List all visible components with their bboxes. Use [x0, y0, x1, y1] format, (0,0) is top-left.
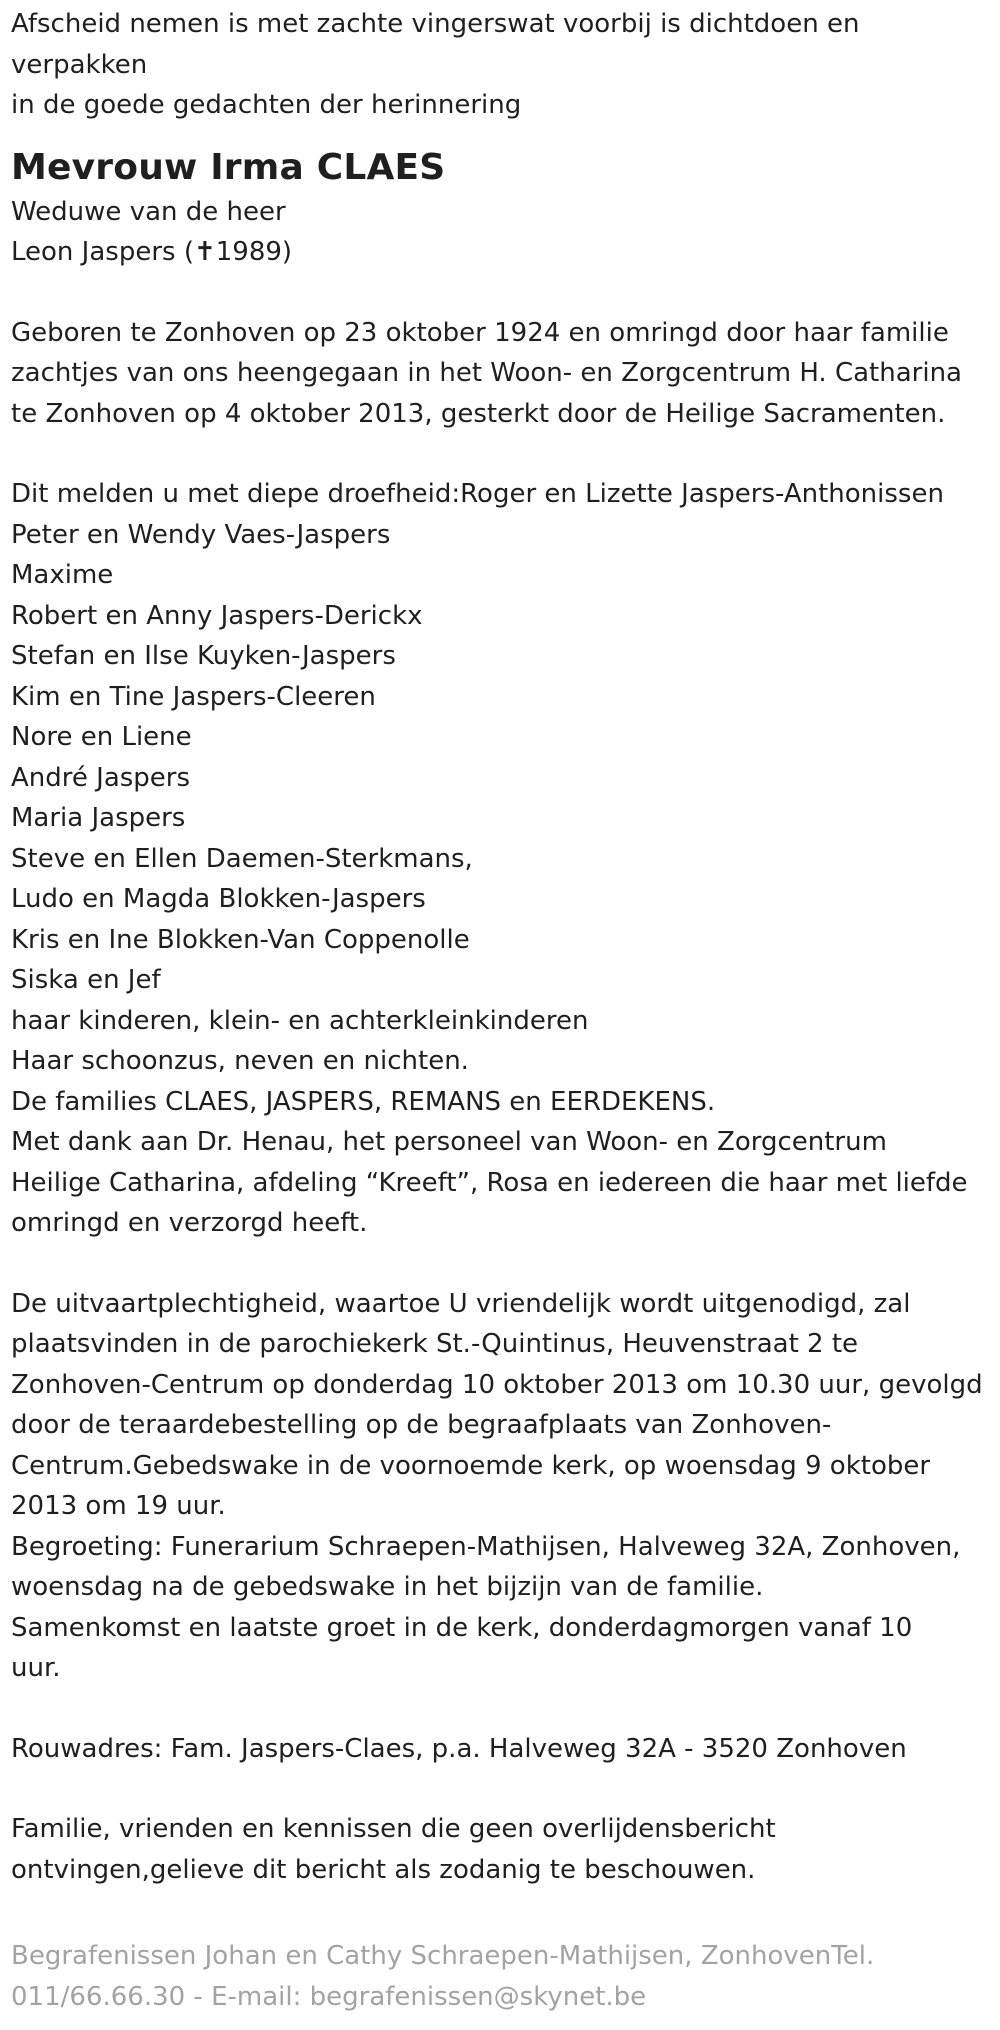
thanks-line: Met dank aan Dr. Henau, het personeel van Woon- en Zorgcentrum [11, 1127, 887, 1157]
funeral-line: Begroeting: Funerarium Schraepen-Mathijsen, Halveweg 32A, Zonhoven, [11, 1531, 961, 1562]
notice-line: Familie, vrienden en kennissen die geen overlijdensbericht [11, 1814, 776, 1844]
spacer [11, 273, 989, 313]
thanks-line: Heilige Catharina, afdeling “Kreeft”, Rosa en iedereen die haar met liefde [11, 1167, 968, 1198]
family-item: Maxime [11, 560, 114, 590]
funeral-line: uur. [11, 1653, 61, 1683]
family-item: Stefan en Ilse Kuyken-Jaspers [11, 641, 396, 671]
family-item: Siska en Jef [11, 965, 161, 995]
thanks-paragraph [11, 1122, 989, 1244]
funeral-line: plaatsvinden in de parochiekerk St.-Quintinus, Heuvenstraat 2 te [11, 1329, 859, 1359]
funeral-line: Samenkomst en laatste groet in de kerk, donderdagmorgen vanaf 10 [11, 1612, 913, 1643]
funeral-line: Centrum.Gebedswake in de voornoemde kerk, op woensdag 9 oktober [11, 1450, 931, 1481]
intro-line-cont: verpakken [11, 49, 148, 80]
family-item: Nore en Liene [11, 722, 192, 752]
spacer [11, 1890, 989, 1930]
funeral-line: Zonhoven-Centrum op donderdag 10 oktober 2013 om 10.30 uur, gevolgd [11, 1369, 983, 1400]
family-item: Robert en Anny Jaspers-Derickx [11, 600, 423, 631]
birth-death-paragraph [11, 313, 989, 435]
family-item: Maria Jaspers [11, 803, 186, 833]
thanks-line: omringd en verzorgd heeft. [11, 1208, 368, 1238]
spacer [11, 1769, 989, 1809]
spacer [11, 1244, 989, 1284]
footer-line: 011/66.66.30 - E-mail: begrafenissen@skynet.be [11, 1981, 647, 2012]
intro-line-2: in de goede gedachten der herinnering [11, 90, 522, 120]
notice-line: ontvingen,gelieve dit bericht als zodanig te beschouwen. [11, 1854, 756, 1885]
widow-line-1: Weduwe van de heer [11, 196, 286, 227]
birth-death-line: zachtjes van ons heengegaan in het Woon- en Zorgcentrum H. Catharina [11, 358, 962, 388]
family-item: Peter en Wendy Vaes-Jaspers [11, 519, 391, 550]
mourning-address: Rouwadres: Fam. Jaspers-Claes, p.a. Halveweg 32A - 3520 Zonhoven [11, 1733, 907, 1764]
family-item: Haar schoonzus, neven en nichten. [11, 1046, 469, 1076]
funeral-line: De uitvaartplechtigheid, waartoe U vriendelijk wordt uitgenodigd, zal [11, 1288, 911, 1319]
funeral-line: door de teraardebestelling op de begraafplaats van Zonhoven- [11, 1410, 832, 1440]
family-item: Kim en Tine Jaspers-Cleeren [11, 681, 376, 712]
birth-death-line: Geboren te Zonhoven op 23 oktober 1924 en omringd door haar familie [11, 317, 949, 348]
spacer [11, 1689, 989, 1729]
spacer [11, 434, 989, 474]
family-item: Kris en Ine Blokken-Van Coppenolle [11, 924, 470, 955]
family-item: Steve en Ellen Daemen-Sterkmans, [11, 843, 473, 874]
spacer [11, 126, 989, 146]
funeral-line: 2013 om 19 uur. [11, 1491, 226, 1521]
family-item: haar kinderen, klein- en achterkleinkinderen [11, 1005, 589, 1036]
footer-line: Begrafenissen Johan en Cathy Schraepen-Mathijsen, ZonhovenTel. [11, 1941, 875, 1971]
deceased-name: Mevrouw Irma CLAES [11, 146, 446, 188]
family-list [11, 474, 989, 1122]
family-item: André Jaspers [11, 762, 191, 793]
intro-line: Afscheid nemen is met zachte vingerswat voorbij is dichtdoen en [11, 9, 860, 39]
widow-line-2: Leon Jaspers (✝1989) [11, 237, 293, 267]
family-item: De families CLAES, JASPERS, REMANS en EERDEKENS. [11, 1086, 716, 1117]
family-item: Dit melden u met diepe droefheid:Roger en Lizette Jaspers-Anthonissen [11, 479, 944, 509]
funeral-line: woensdag na de gebedswake in het bijzijn van de familie. [11, 1572, 764, 1602]
notice-paragraph [11, 1809, 989, 1890]
funeral-paragraph [11, 1284, 989, 1689]
family-item: Ludo en Magda Blokken-Jaspers [11, 884, 426, 914]
funeral-home-footer [11, 1936, 989, 2017]
intro-verse [11, 4, 989, 126]
birth-death-line: te Zonhoven op 4 oktober 2013, gesterkt door de Heilige Sacramenten. [11, 398, 946, 429]
